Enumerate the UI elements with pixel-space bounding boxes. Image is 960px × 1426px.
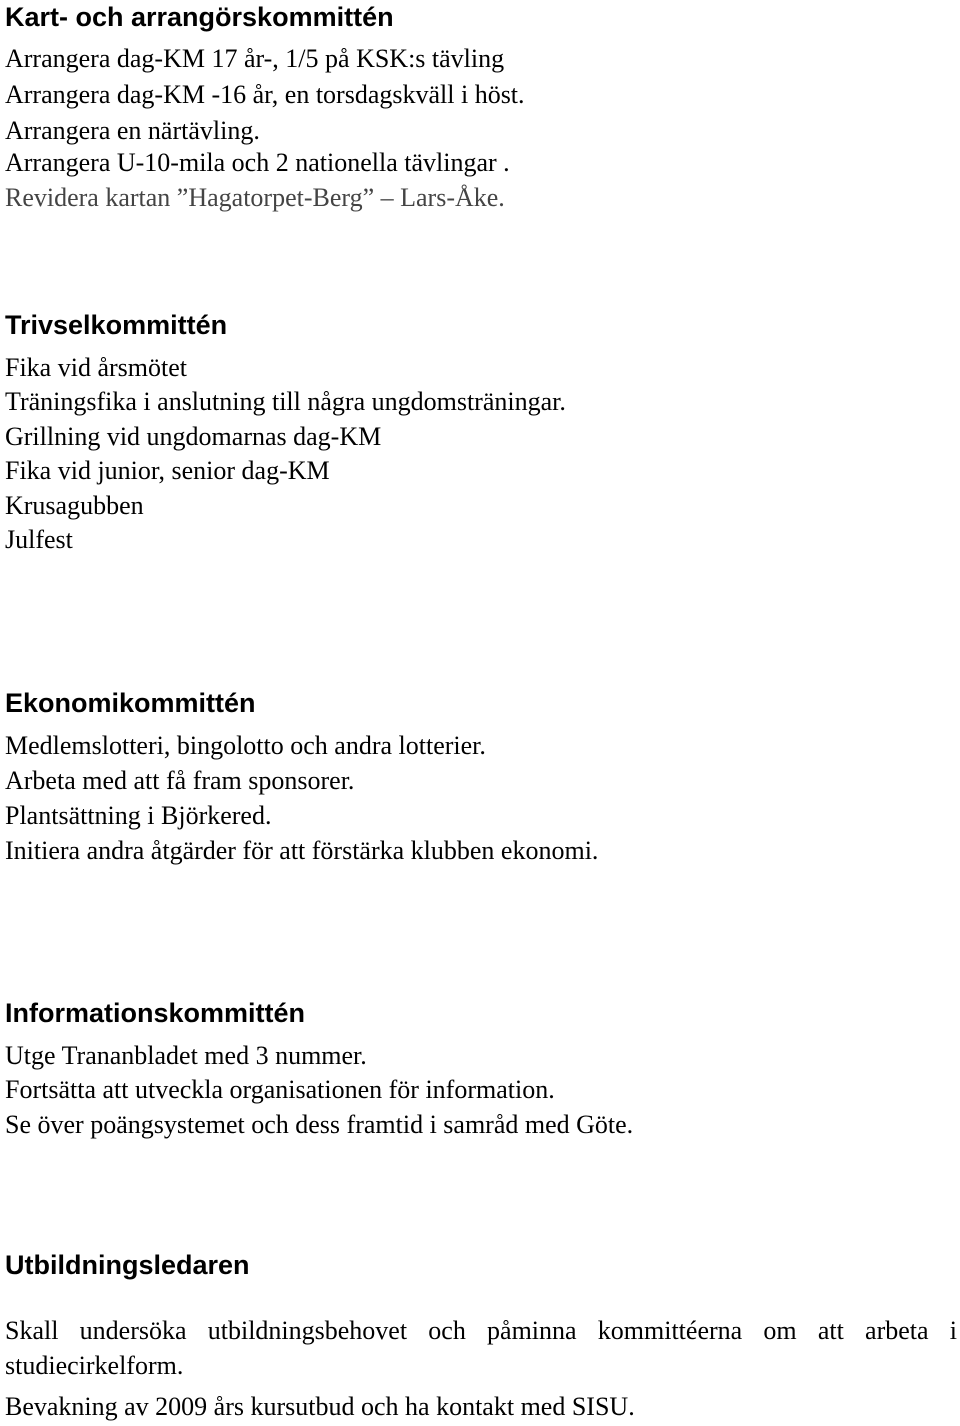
list-item: Bevakning av 2009 års kursutbud och ha kontakt med SISU. <box>5 1392 635 1421</box>
list-item: Fortsätta att utveckla organisationen för information. <box>5 1075 555 1104</box>
list-item: Revidera kartan ”Hagatorpet-Berg” – Lars-Åke. <box>5 183 505 212</box>
list-item: Krusagubben <box>5 491 144 520</box>
section-heading-utbildning: Utbildningsledaren <box>5 1250 250 1280</box>
list-item: Träningsfika i anslutning till några ungdomsträningar. <box>5 387 566 416</box>
list-item: Initiera andra åtgärder för att förstärka klubben ekonomi. <box>5 836 599 865</box>
list-item: Skall undersöka utbildningsbehovet och påminna kommittéerna om att arbeta i studiecirkelform. <box>5 1316 957 1380</box>
section-heading-kart-och-arrangor: Kart- och arrangörskommittén <box>5 2 394 32</box>
list-item: Fika vid junior, senior dag-KM <box>5 456 330 485</box>
list-item: Plantsättning i Björkered. <box>5 801 272 830</box>
section-heading-ekonomi: Ekonomikommittén <box>5 688 256 718</box>
list-item: Medlemslotteri, bingolotto och andra lotterier. <box>5 731 486 760</box>
section-heading-information: Informationskommittén <box>5 998 306 1028</box>
list-item: Arrangera en närtävling. <box>5 116 260 145</box>
list-item: Utge Trananbladet med 3 nummer. <box>5 1041 367 1070</box>
list-item: Arrangera dag-KM 17 år-, 1/5 på KSK:s tävling <box>5 44 505 73</box>
list-item: Arrangera dag-KM -16 år, en torsdagskväll i höst. <box>5 80 525 109</box>
list-item: Grillning vid ungdomarnas dag-KM <box>5 422 382 451</box>
section-heading-trivsel: Trivselkommittén <box>5 310 228 340</box>
list-item: Se över poängsystemet och dess framtid i samråd med Göte. <box>5 1110 634 1139</box>
list-item: Julfest <box>5 525 73 554</box>
list-item: Arrangera U-10-mila och 2 nationella tävlingar . <box>5 148 510 177</box>
list-item: Fika vid årsmötet <box>5 353 187 382</box>
list-item: Arbeta med att få fram sponsorer. <box>5 766 355 795</box>
